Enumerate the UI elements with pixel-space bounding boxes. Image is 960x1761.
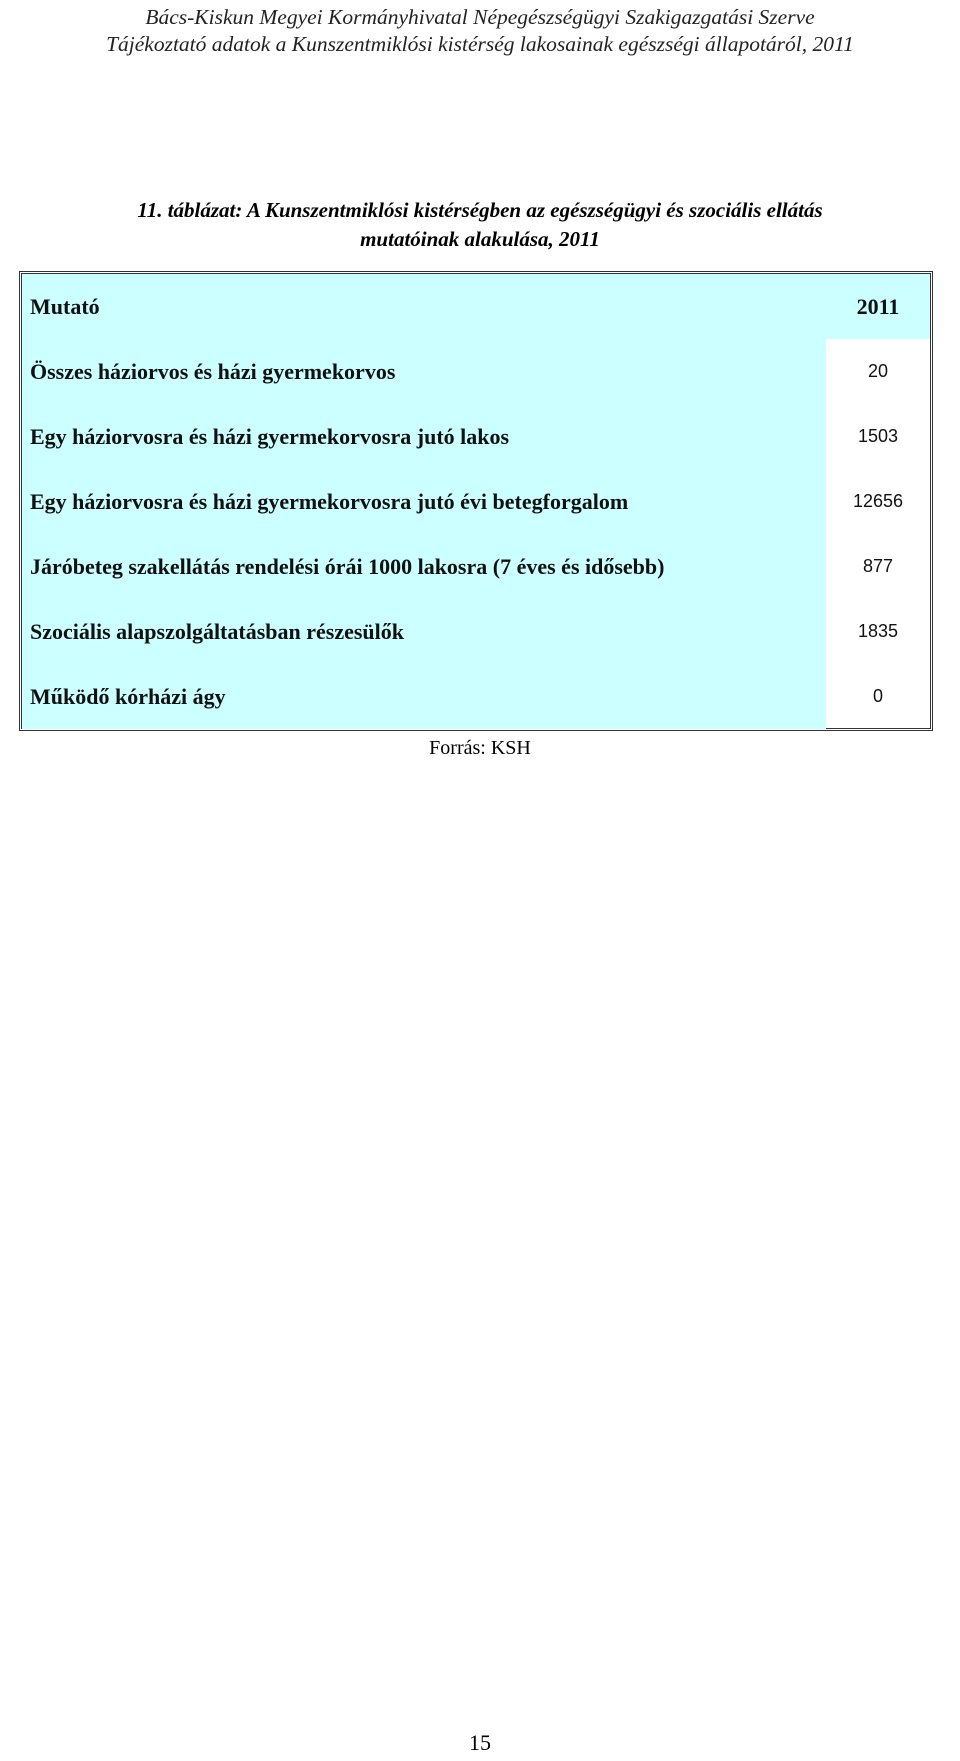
table-row: [22, 469, 930, 534]
page-header: [0, 4, 960, 58]
row-value: 1835: [857, 621, 899, 641]
row-label: Szociális alapszolgáltatásban részesülők: [22, 599, 826, 664]
row-value: 12656: [852, 491, 904, 511]
row-label: Egy háziorvosra és házi gyermekorvosra jutó lakos: [22, 404, 826, 469]
header-line-1: Bács-Kiskun Megyei Kormányhivatal Népegészségügyi Szakigazgatási Szerve: [145, 5, 815, 29]
header-year-cell: 2011: [826, 274, 930, 339]
table-row: [22, 534, 930, 599]
header-label-cell: Mutató: [22, 274, 826, 339]
table-caption: [0, 196, 960, 254]
row-label: Járóbeteg szakellátás rendelési órái 1000 lakosra (7 éves és idősebb): [22, 534, 826, 599]
source-note: Forrás: KSH: [429, 737, 531, 759]
row-value: 20: [867, 361, 889, 381]
caption-line-2: mutatóinak alakulása, 2011: [360, 227, 600, 251]
table-row: [22, 599, 930, 664]
row-value: 877: [862, 556, 894, 576]
row-label: Egy háziorvosra és házi gyermekorvosra jutó évi betegforgalom: [22, 469, 826, 534]
row-value: 1503: [857, 426, 899, 446]
table-header-row: [22, 274, 930, 339]
header-line-2: Tájékoztató adatok a Kunszentmiklósi kistérség lakosainak egészségi állapotáról, 2011: [106, 32, 854, 56]
indicator-table: [19, 271, 933, 731]
row-label: Működő kórházi ágy: [22, 664, 826, 729]
row-label: Összes háziorvos és házi gyermekorvos: [22, 339, 826, 404]
table-row: [22, 404, 930, 469]
table-row: [22, 339, 930, 404]
caption-line-1: 11. táblázat: A Kunszentmiklósi kistérségben az egészségügyi és szociális ellátás: [137, 198, 823, 222]
page-number: 15: [469, 1730, 491, 1755]
table-row: [22, 664, 930, 729]
row-value: 0: [872, 686, 883, 706]
